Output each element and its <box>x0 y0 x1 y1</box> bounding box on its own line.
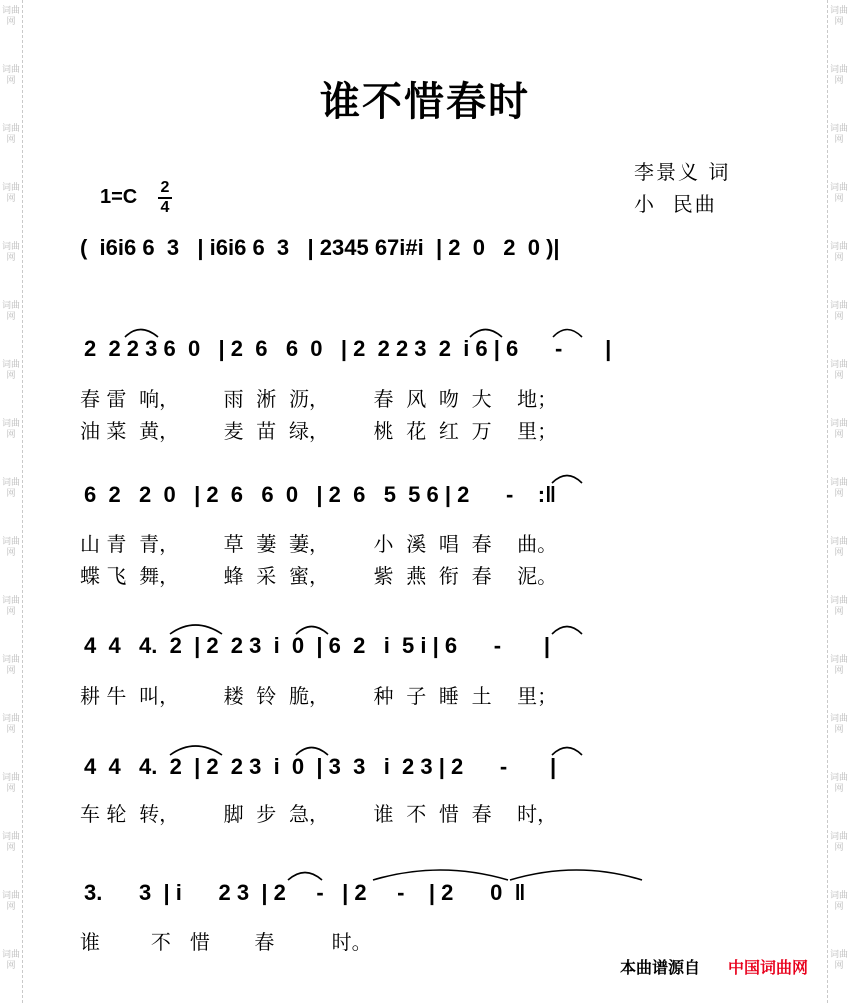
watermark-text: 词曲网 <box>830 124 849 145</box>
key-signature: 1=C <box>100 186 138 208</box>
notation-line: 4 4 4. 2 | 2 2 3 i 0 | 6 2 i 5 i | 6 - | <box>84 633 551 658</box>
watermark-text: 词曲网 <box>2 6 21 27</box>
watermark-text: 词曲网 <box>830 478 849 499</box>
song-title: 谁不惜春时 <box>320 79 530 125</box>
notation-line: 3. 3 | i 2 3 | 2 - | 2 - | 2 0 ‖ <box>84 880 526 905</box>
watermark-text: 词曲网 <box>2 950 21 971</box>
watermark-text: 词曲网 <box>2 537 21 558</box>
notation-line: 4 4 4. 2 | 2 2 3 i 0 | 3 3 i 2 3 | 2 - | <box>84 754 557 779</box>
notation-line: 6 2 2 0 | 2 6 6 0 | 2 6 5 5 6 | 2 - :‖ <box>84 482 557 507</box>
watermark-text: 词曲网 <box>830 419 849 440</box>
watermark-text: 词曲网 <box>2 714 21 735</box>
notation-line: 2 2 2 3 6 0 | 2 6 6 0 | 2 2 2 3 2 i 6 | 6 - | <box>84 336 612 361</box>
site-name-link[interactable]: 中国词曲网 <box>728 958 809 977</box>
watermark-text: 词曲网 <box>830 596 849 617</box>
watermark-text: 词曲网 <box>2 596 21 617</box>
lyric-line: 油 菜 黄， 麦 苗 绿， 桃 花 红 万 里； <box>80 419 558 443</box>
watermark-text: 词曲网 <box>2 773 21 794</box>
watermark-text: 词曲网 <box>830 242 849 263</box>
source-label: 本曲谱源自 <box>620 958 701 977</box>
watermark-text: 词曲网 <box>830 183 849 204</box>
time-signature-top: 2 <box>160 179 170 196</box>
watermark-text: 词曲网 <box>830 832 849 853</box>
watermark-text: 词曲网 <box>2 301 21 322</box>
watermark-text: 词曲网 <box>2 419 21 440</box>
lyric-line: 蝶 飞 舞， 蜂 采 蜜， 紫 燕 衔 春 泥。 <box>80 564 558 588</box>
lyric-line: 车 轮 转， 脚 步 急， 谁 不 惜 春 时， <box>80 802 558 826</box>
watermark-text: 词曲网 <box>2 655 21 676</box>
watermark-text: 词曲网 <box>2 360 21 381</box>
lyric-line: 山 青 青， 草 萋 萋， 小 溪 唱 春 曲。 <box>80 532 558 556</box>
watermark-text: 词曲网 <box>830 950 849 971</box>
watermark-text: 词曲网 <box>830 65 849 86</box>
watermark-text: 词曲网 <box>2 65 21 86</box>
watermark-text: 词曲网 <box>2 478 21 499</box>
watermark-text: 词曲网 <box>830 6 849 27</box>
watermark-text: 词曲网 <box>830 360 849 381</box>
watermark-text: 词曲网 <box>830 301 849 322</box>
lyricist-credit: 李景义 词 <box>634 160 731 184</box>
composer-credit: 小 民曲 <box>634 192 717 216</box>
time-signature-bottom: 4 <box>160 199 170 216</box>
lyric-line: 谁 不 惜 春 时。 <box>80 930 372 954</box>
watermark-text: 词曲网 <box>830 891 849 912</box>
lyric-line: 耕 牛 叫， 耧 铃 脆， 种 子 睡 土 里； <box>80 684 558 708</box>
watermark-text: 词曲网 <box>2 183 21 204</box>
notation-line: ( i6i6 6 3 | i6i6 6 3 | 2345 67i#i | 2 0 2 0 )| <box>80 235 560 260</box>
lyric-line: 春 雷 响， 雨 淅 沥， 春 风 吻 大 地； <box>80 387 558 411</box>
watermark-text: 词曲网 <box>2 832 21 853</box>
watermark-text: 词曲网 <box>830 773 849 794</box>
watermark-text: 词曲网 <box>2 124 21 145</box>
watermark-text: 词曲网 <box>830 537 849 558</box>
watermark-text: 词曲网 <box>830 714 849 735</box>
watermark-text: 词曲网 <box>830 655 849 676</box>
watermark-text: 词曲网 <box>2 242 21 263</box>
watermark-text: 词曲网 <box>2 891 21 912</box>
